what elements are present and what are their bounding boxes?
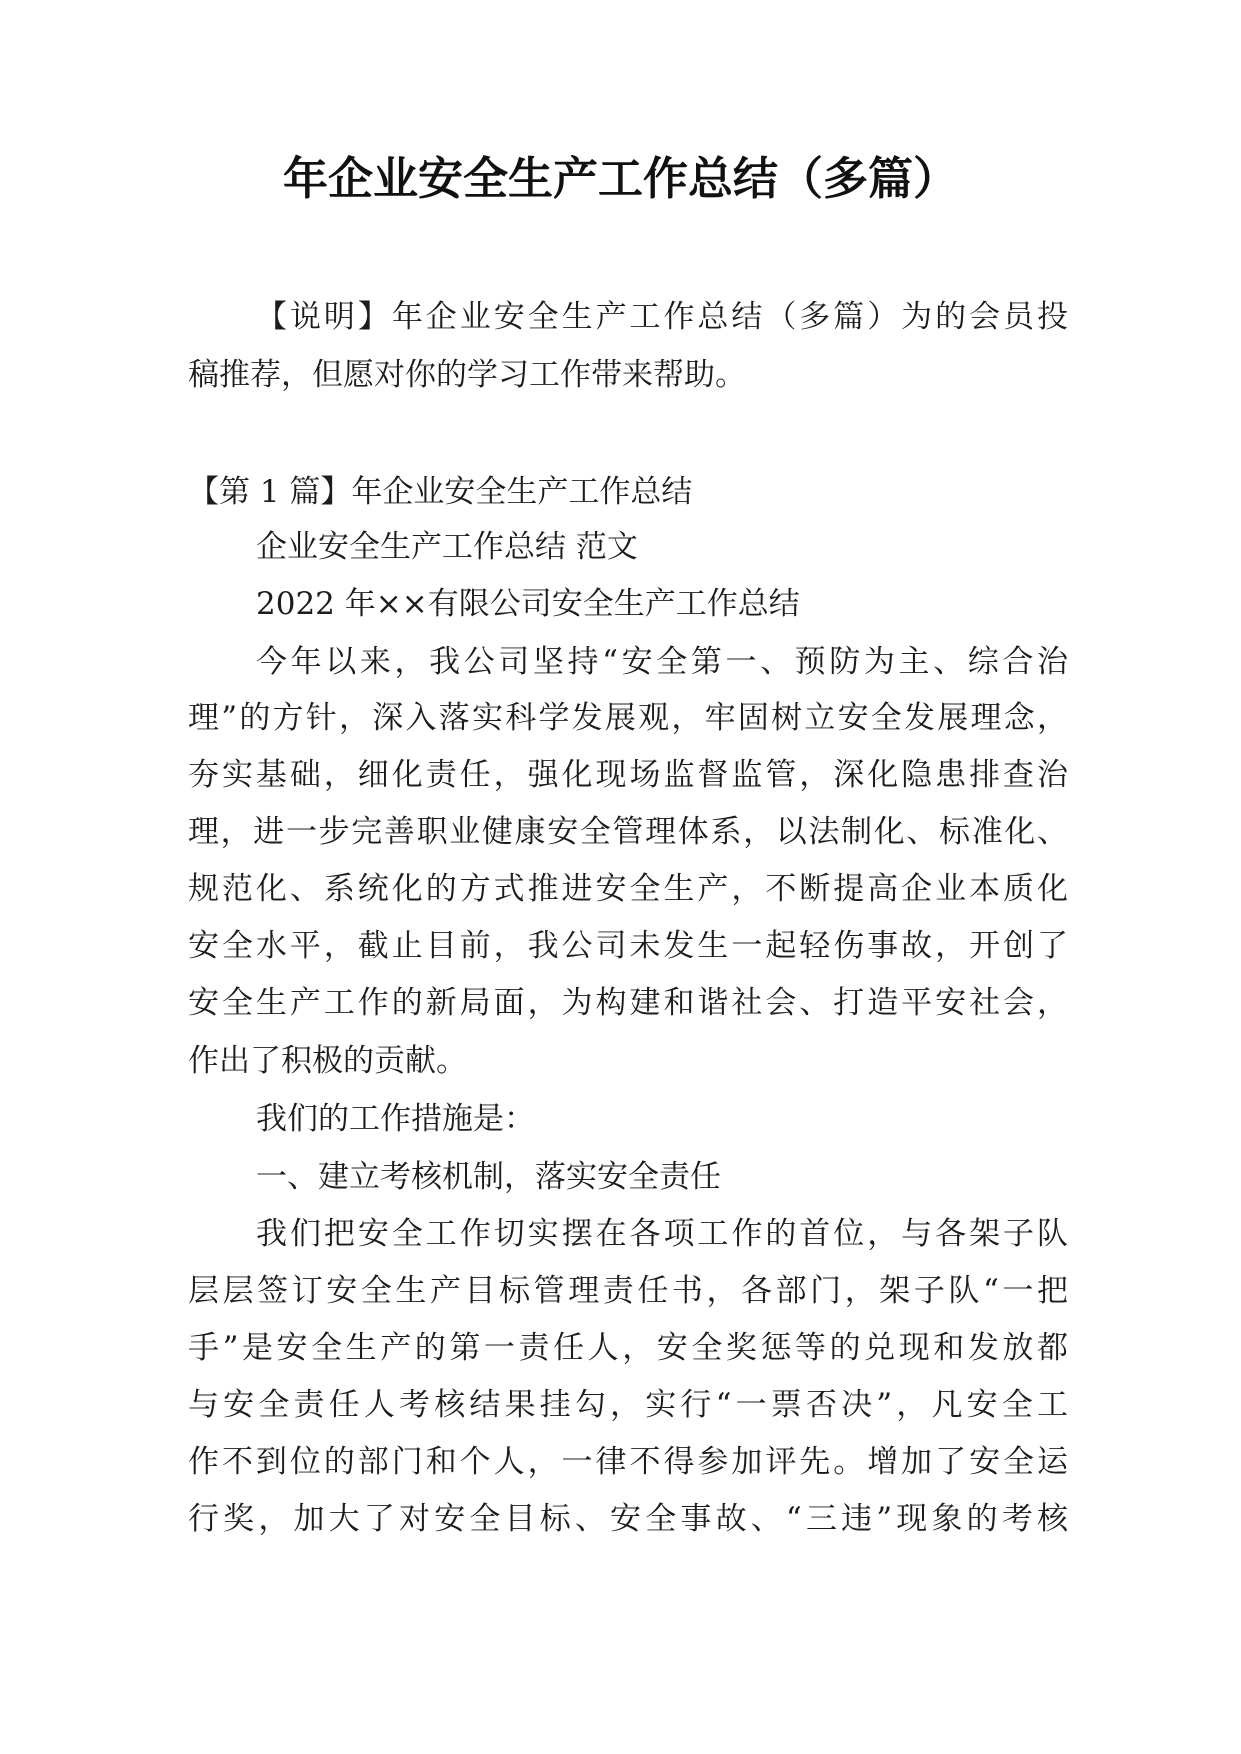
company-line: 2022 年××有限公司安全生产工作总结: [256, 586, 800, 622]
paragraph-line: 理”的方针，深入落实科学发展观，牢固树立安全发展理念，: [188, 700, 1068, 736]
measure-heading: 一、建立考核机制，落实安全责任: [256, 1159, 721, 1195]
paragraph-line: 层层签订安全生产目标管理责任书，各部门，架子队“一把: [188, 1273, 1068, 1309]
note-line: 【说明】年企业安全生产工作总结（多篇）为的会员投: [256, 299, 1068, 335]
paragraph-line: 规范化、系统化的方式推进安全生产，不断提高企业本质化: [188, 871, 1068, 907]
paragraph-line: 我们把安全工作切实摆在各项工作的首位，与各架子队: [256, 1216, 1068, 1252]
note-line: 稿推荐，但愿对你的学习工作带来帮助。: [188, 357, 746, 393]
paragraph-line: 理，进一步完善职业健康安全管理体系，以法制化、标准化、: [188, 814, 1068, 850]
paragraph-line: 安全生产工作的新局面，为构建和谐社会、打造平安社会，: [188, 985, 1068, 1021]
document-title: 年企业安全生产工作总结（多篇）: [282, 152, 958, 205]
paragraph-line: 作不到位的部门和个人，一律不得参加评先。增加了安全运: [188, 1444, 1068, 1480]
paragraph-line: 作出了积极的贡献。: [188, 1043, 467, 1079]
measures-intro: 我们的工作措施是：: [256, 1101, 535, 1137]
paragraph-line: 行奖，加大了对安全目标、安全事故、“三违”现象的考核: [188, 1501, 1068, 1537]
paragraph-line: 与安全责任人考核结果挂勾，实行“一票否决”，凡安全工: [188, 1387, 1068, 1423]
paragraph-line: 夯实基础，细化责任，强化现场监督监管，深化隐患排查治: [188, 757, 1068, 793]
paragraph-line: 手”是安全生产的第一责任人，安全奖惩等的兑现和发放都: [188, 1330, 1068, 1366]
section-heading: 【第 1 篇】年企业安全生产工作总结: [188, 474, 693, 510]
sample-label: 企业安全生产工作总结 范文: [256, 529, 638, 565]
paragraph-line: 安全水平，截止目前，我公司未发生一起轻伤事故，开创了: [188, 928, 1068, 964]
paragraph-line: 今年以来，我公司坚持“安全第一、预防为主、综合治: [256, 644, 1068, 680]
